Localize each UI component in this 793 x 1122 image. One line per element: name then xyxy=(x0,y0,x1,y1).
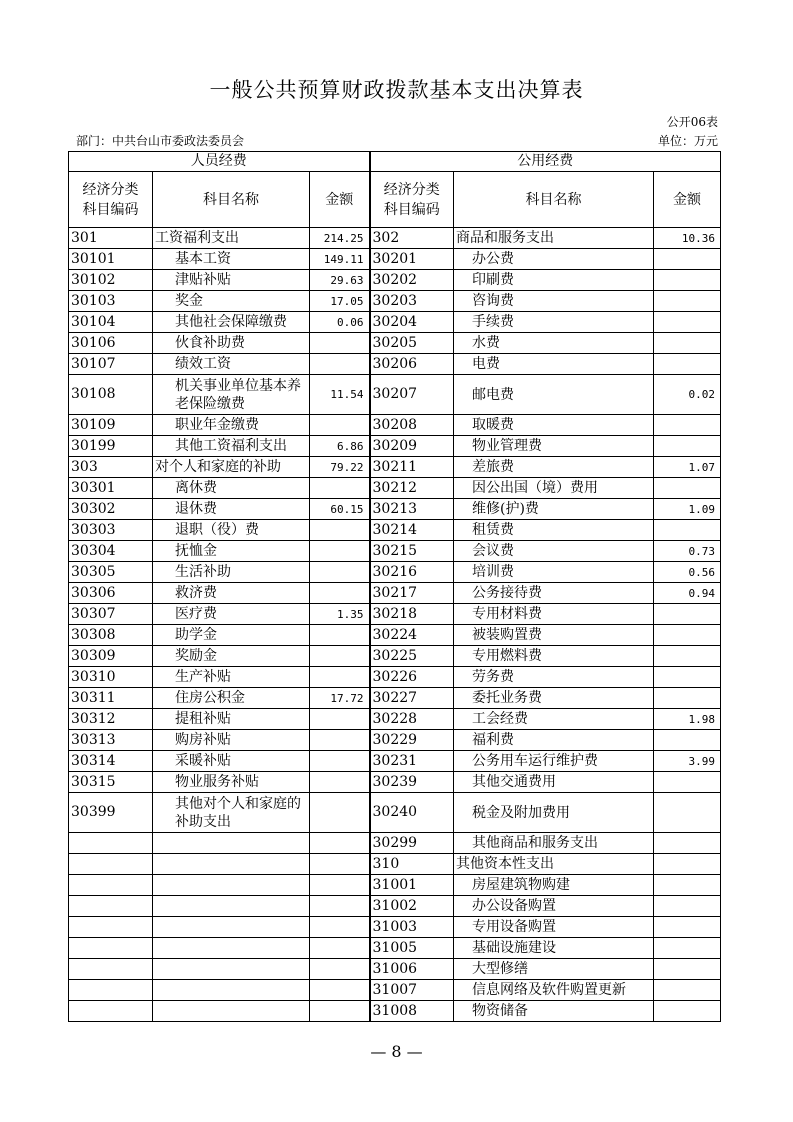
cell-left-name: 生活补助 xyxy=(153,562,310,583)
header-amount-right: 金额 xyxy=(654,172,721,228)
cell-left-code xyxy=(69,1001,153,1022)
cell-left-name: 生产补贴 xyxy=(153,667,310,688)
cell-left-code: 301 xyxy=(69,228,153,249)
cell-left-name xyxy=(153,854,310,875)
cell-right-name: 其他资本性支出 xyxy=(454,854,654,875)
cell-right-code: 31007 xyxy=(370,980,454,1001)
cell-right-name: 会议费 xyxy=(454,541,654,562)
cell-left-code: 30199 xyxy=(69,436,153,457)
cell-right-code: 310 xyxy=(370,854,454,875)
cell-left-amount xyxy=(310,772,370,793)
cell-right-name: 信息网络及软件购置更新 xyxy=(454,980,654,1001)
cell-left-amount xyxy=(310,896,370,917)
table-row xyxy=(69,1001,721,1022)
cell-right-code: 30206 xyxy=(370,354,454,375)
cell-left-code: 30308 xyxy=(69,625,153,646)
cell-left-amount xyxy=(310,646,370,667)
cell-left-name: 津贴补贴 xyxy=(153,270,310,291)
expenditure-table xyxy=(68,151,721,1022)
cell-right-name: 取暖费 xyxy=(454,415,654,436)
cell-left-name: 采暖补贴 xyxy=(153,751,310,772)
cell-left-name: 职业年金缴费 xyxy=(153,415,310,436)
cell-right-amount: 10.36 xyxy=(654,228,721,249)
cell-left-name: 其他工资福利支出 xyxy=(153,436,310,457)
cell-right-amount xyxy=(654,478,721,499)
cell-left-code: 30101 xyxy=(69,249,153,270)
cell-right-amount xyxy=(654,772,721,793)
cell-right-amount: 3.99 xyxy=(654,751,721,772)
cell-right-amount xyxy=(654,730,721,751)
cell-left-code xyxy=(69,938,153,959)
cell-right-name: 物业管理费 xyxy=(454,436,654,457)
cell-left-code: 30312 xyxy=(69,709,153,730)
cell-left-amount xyxy=(310,354,370,375)
cell-left-code: 30313 xyxy=(69,730,153,751)
cell-right-amount: 0.94 xyxy=(654,583,721,604)
cell-left-amount xyxy=(310,833,370,854)
cell-left-name: 工资福利支出 xyxy=(153,228,310,249)
cell-right-name: 基础设施建设 xyxy=(454,938,654,959)
header-amount-left: 金额 xyxy=(310,172,370,228)
table-row xyxy=(69,896,721,917)
cell-left-name: 奖金 xyxy=(153,291,310,312)
cell-left-code: 30107 xyxy=(69,354,153,375)
cell-left-name: 奖励金 xyxy=(153,646,310,667)
table-row xyxy=(69,709,721,730)
cell-left-code xyxy=(69,896,153,917)
cell-right-name: 水费 xyxy=(454,333,654,354)
cell-right-name: 公务用车运行维护费 xyxy=(454,751,654,772)
cell-left-name: 提租补贴 xyxy=(153,709,310,730)
cell-left-code: 30304 xyxy=(69,541,153,562)
cell-right-name: 其他交通费用 xyxy=(454,772,654,793)
cell-right-name: 商品和服务支出 xyxy=(454,228,654,249)
cell-right-code: 30239 xyxy=(370,772,454,793)
table-row xyxy=(69,541,721,562)
cell-left-name: 抚恤金 xyxy=(153,541,310,562)
cell-right-code: 30211 xyxy=(370,457,454,478)
cell-right-amount xyxy=(654,917,721,938)
cell-right-amount xyxy=(654,249,721,270)
cell-right-amount: 0.56 xyxy=(654,562,721,583)
cell-right-name: 维修(护)费 xyxy=(454,499,654,520)
cell-left-name: 绩效工资 xyxy=(153,354,310,375)
cell-right-amount xyxy=(654,270,721,291)
cell-right-amount xyxy=(654,896,721,917)
cell-right-code: 30209 xyxy=(370,436,454,457)
cell-right-amount xyxy=(654,291,721,312)
cell-left-amount xyxy=(310,333,370,354)
cell-left-amount xyxy=(310,625,370,646)
cell-right-name: 税金及附加费用 xyxy=(454,793,654,833)
table-row xyxy=(69,436,721,457)
cell-right-name: 印刷费 xyxy=(454,270,654,291)
cell-left-code: 30307 xyxy=(69,604,153,625)
cell-right-name: 办公费 xyxy=(454,249,654,270)
table-row xyxy=(69,772,721,793)
cell-right-code: 30214 xyxy=(370,520,454,541)
cell-left-amount: 29.63 xyxy=(310,270,370,291)
cell-left-amount xyxy=(310,980,370,1001)
cell-right-amount xyxy=(654,688,721,709)
cell-left-name xyxy=(153,896,310,917)
cell-right-name: 其他商品和服务支出 xyxy=(454,833,654,854)
table-row xyxy=(69,646,721,667)
table-row xyxy=(69,854,721,875)
table-row xyxy=(69,625,721,646)
page-title: 一般公共预算财政拨款基本支出决算表 xyxy=(209,78,584,102)
table-row xyxy=(69,375,721,415)
cell-right-amount xyxy=(654,959,721,980)
cell-left-amount: 1.35 xyxy=(310,604,370,625)
table-row xyxy=(69,688,721,709)
unit-label: 单位：万元 xyxy=(657,134,718,148)
cell-left-amount: 79.22 xyxy=(310,457,370,478)
cell-right-name: 物资储备 xyxy=(454,1001,654,1022)
cell-right-code: 302 xyxy=(370,228,454,249)
cell-left-amount xyxy=(310,917,370,938)
cell-left-name xyxy=(153,917,310,938)
cell-left-code xyxy=(69,833,153,854)
cell-left-amount xyxy=(310,938,370,959)
page-number: — 8 — xyxy=(370,1042,423,1061)
cell-left-name: 退休费 xyxy=(153,499,310,520)
cell-right-name: 专用材料费 xyxy=(454,604,654,625)
cell-left-code: 30311 xyxy=(69,688,153,709)
cell-left-name: 基本工资 xyxy=(153,249,310,270)
cell-right-code: 30227 xyxy=(370,688,454,709)
table-row xyxy=(69,520,721,541)
cell-left-name: 医疗费 xyxy=(153,604,310,625)
cell-right-name: 专用设备购置 xyxy=(454,917,654,938)
cell-right-code: 30202 xyxy=(370,270,454,291)
cell-right-name: 因公出国（境）费用 xyxy=(454,478,654,499)
cell-right-amount xyxy=(654,436,721,457)
cell-right-code: 30225 xyxy=(370,646,454,667)
cell-right-code: 30203 xyxy=(370,291,454,312)
cell-right-name: 公务接待费 xyxy=(454,583,654,604)
cell-left-amount xyxy=(310,667,370,688)
cell-right-amount xyxy=(654,625,721,646)
cell-left-name xyxy=(153,959,310,980)
cell-left-amount: 0.06 xyxy=(310,312,370,333)
cell-right-amount xyxy=(654,854,721,875)
table-row xyxy=(69,354,721,375)
cell-right-amount: 1.98 xyxy=(654,709,721,730)
cell-left-amount xyxy=(310,478,370,499)
table-row xyxy=(69,793,721,833)
cell-left-code: 30102 xyxy=(69,270,153,291)
cell-right-name: 委托业务费 xyxy=(454,688,654,709)
cell-right-amount xyxy=(654,520,721,541)
cell-left-code: 30103 xyxy=(69,291,153,312)
group-header-public: 公用经费 xyxy=(370,152,721,172)
cell-left-amount xyxy=(310,793,370,833)
cell-right-amount xyxy=(654,312,721,333)
cell-right-code: 30218 xyxy=(370,604,454,625)
cell-left-name: 购房补贴 xyxy=(153,730,310,751)
table-row xyxy=(69,270,721,291)
cell-right-name: 福利费 xyxy=(454,730,654,751)
table-row xyxy=(69,917,721,938)
cell-left-name xyxy=(153,1001,310,1022)
cell-right-name: 被装购置费 xyxy=(454,625,654,646)
cell-right-code: 31008 xyxy=(370,1001,454,1022)
table-row xyxy=(69,312,721,333)
table-row xyxy=(69,980,721,1001)
cell-left-amount xyxy=(310,583,370,604)
cell-right-code: 31006 xyxy=(370,959,454,980)
cell-left-name xyxy=(153,875,310,896)
cell-left-code: 30310 xyxy=(69,667,153,688)
cell-right-name: 办公设备购置 xyxy=(454,896,654,917)
cell-right-name: 工会经费 xyxy=(454,709,654,730)
cell-right-name: 差旅费 xyxy=(454,457,654,478)
cell-right-amount xyxy=(654,793,721,833)
cell-right-code: 31003 xyxy=(370,917,454,938)
cell-right-code: 30204 xyxy=(370,312,454,333)
cell-left-name: 其他对个人和家庭的补助支出 xyxy=(153,793,310,833)
cell-left-amount: 214.25 xyxy=(310,228,370,249)
cell-right-code: 30213 xyxy=(370,499,454,520)
cell-left-amount: 11.54 xyxy=(310,375,370,415)
cell-right-amount xyxy=(654,604,721,625)
cell-right-name: 房屋建筑物购建 xyxy=(454,875,654,896)
cell-left-code: 30302 xyxy=(69,499,153,520)
cell-right-code: 30217 xyxy=(370,583,454,604)
cell-left-code xyxy=(69,875,153,896)
cell-right-amount xyxy=(654,415,721,436)
cell-left-name: 机关事业单位基本养老保险缴费 xyxy=(153,375,310,415)
cell-right-code: 30205 xyxy=(370,333,454,354)
cell-left-code: 303 xyxy=(69,457,153,478)
cell-right-name: 培训费 xyxy=(454,562,654,583)
cell-left-amount xyxy=(310,959,370,980)
cell-right-code: 31002 xyxy=(370,896,454,917)
cell-left-amount xyxy=(310,875,370,896)
cell-left-amount xyxy=(310,709,370,730)
cell-left-code: 30305 xyxy=(69,562,153,583)
table-row xyxy=(69,415,721,436)
department-label: 部门：中共台山市委政法委员会 xyxy=(76,134,245,148)
cell-left-code: 30303 xyxy=(69,520,153,541)
cell-left-name: 伙食补助费 xyxy=(153,333,310,354)
cell-right-code: 30212 xyxy=(370,478,454,499)
table-row xyxy=(69,959,721,980)
table-row xyxy=(69,333,721,354)
cell-left-name: 救济费 xyxy=(153,583,310,604)
cell-left-code: 30106 xyxy=(69,333,153,354)
cell-right-name: 专用燃料费 xyxy=(454,646,654,667)
cell-right-amount xyxy=(654,833,721,854)
cell-right-code: 30215 xyxy=(370,541,454,562)
cell-left-code: 30109 xyxy=(69,415,153,436)
cell-left-code xyxy=(69,959,153,980)
cell-right-amount xyxy=(654,333,721,354)
cell-left-code: 30301 xyxy=(69,478,153,499)
table-row xyxy=(69,604,721,625)
cell-right-code: 31005 xyxy=(370,938,454,959)
cell-left-amount xyxy=(310,562,370,583)
cell-right-amount xyxy=(654,980,721,1001)
cell-right-code: 30201 xyxy=(370,249,454,270)
cell-right-amount: 0.73 xyxy=(654,541,721,562)
cell-left-amount xyxy=(310,541,370,562)
table-row xyxy=(69,833,721,854)
cell-right-code: 30228 xyxy=(370,709,454,730)
table-row xyxy=(69,291,721,312)
header-name-right: 科目名称 xyxy=(454,172,654,228)
table-row xyxy=(69,875,721,896)
header-name-left: 科目名称 xyxy=(153,172,310,228)
cell-right-code: 30224 xyxy=(370,625,454,646)
cell-right-name: 邮电费 xyxy=(454,375,654,415)
cell-right-name: 手续费 xyxy=(454,312,654,333)
cell-left-amount xyxy=(310,730,370,751)
cell-left-amount: 17.05 xyxy=(310,291,370,312)
cell-right-amount xyxy=(654,354,721,375)
cell-left-amount: 6.86 xyxy=(310,436,370,457)
table-row xyxy=(69,667,721,688)
cell-left-name: 离休费 xyxy=(153,478,310,499)
cell-right-code: 31001 xyxy=(370,875,454,896)
cell-left-code: 30306 xyxy=(69,583,153,604)
cell-left-name: 对个人和家庭的补助 xyxy=(153,457,310,478)
cell-right-code: 30299 xyxy=(370,833,454,854)
table-row xyxy=(69,457,721,478)
cell-right-name: 大型修缮 xyxy=(454,959,654,980)
cell-left-name: 住房公积金 xyxy=(153,688,310,709)
table-row xyxy=(69,249,721,270)
cell-right-amount: 0.02 xyxy=(654,375,721,415)
cell-left-code xyxy=(69,854,153,875)
cell-left-name xyxy=(153,980,310,1001)
table-row xyxy=(69,499,721,520)
cell-right-code: 30208 xyxy=(370,415,454,436)
table-row xyxy=(69,478,721,499)
cell-left-amount: 17.72 xyxy=(310,688,370,709)
cell-right-amount xyxy=(654,646,721,667)
table-row xyxy=(69,751,721,772)
cell-left-code xyxy=(69,980,153,1001)
cell-left-amount xyxy=(310,751,370,772)
table-row xyxy=(69,562,721,583)
cell-right-amount: 1.09 xyxy=(654,499,721,520)
cell-left-amount xyxy=(310,520,370,541)
table-row xyxy=(69,938,721,959)
cell-left-code: 30315 xyxy=(69,772,153,793)
cell-left-name: 退职（役）费 xyxy=(153,520,310,541)
cell-left-amount: 149.11 xyxy=(310,249,370,270)
cell-left-name: 物业服务补贴 xyxy=(153,772,310,793)
cell-right-code: 30226 xyxy=(370,667,454,688)
cell-left-amount xyxy=(310,415,370,436)
cell-right-code: 30240 xyxy=(370,793,454,833)
cell-right-code: 30207 xyxy=(370,375,454,415)
cell-left-name xyxy=(153,938,310,959)
table-row xyxy=(69,228,721,249)
cell-right-code: 30231 xyxy=(370,751,454,772)
cell-right-amount: 1.07 xyxy=(654,457,721,478)
cell-right-amount xyxy=(654,1001,721,1022)
cell-left-amount xyxy=(310,1001,370,1022)
cell-left-code: 30314 xyxy=(69,751,153,772)
cell-left-code xyxy=(69,917,153,938)
cell-right-name: 咨询费 xyxy=(454,291,654,312)
cell-left-name xyxy=(153,833,310,854)
cell-right-amount xyxy=(654,667,721,688)
cell-left-name: 助学金 xyxy=(153,625,310,646)
header-code-left: 经济分类 科目编码 xyxy=(69,172,153,228)
form-number: 公开06表 xyxy=(666,115,718,129)
cell-left-amount xyxy=(310,854,370,875)
cell-right-name: 电费 xyxy=(454,354,654,375)
header-code-right: 经济分类 科目编码 xyxy=(370,172,454,228)
cell-left-code: 30399 xyxy=(69,793,153,833)
cell-left-amount: 60.15 xyxy=(310,499,370,520)
cell-left-code: 30108 xyxy=(69,375,153,415)
group-header-personnel: 人员经费 xyxy=(69,152,370,172)
table-row xyxy=(69,730,721,751)
cell-left-code: 30104 xyxy=(69,312,153,333)
table-row xyxy=(69,583,721,604)
cell-left-code: 30309 xyxy=(69,646,153,667)
cell-right-amount xyxy=(654,938,721,959)
cell-right-name: 租赁费 xyxy=(454,520,654,541)
cell-left-name: 其他社会保障缴费 xyxy=(153,312,310,333)
cell-right-code: 30216 xyxy=(370,562,454,583)
cell-right-code: 30229 xyxy=(370,730,454,751)
cell-right-name: 劳务费 xyxy=(454,667,654,688)
cell-right-amount xyxy=(654,875,721,896)
